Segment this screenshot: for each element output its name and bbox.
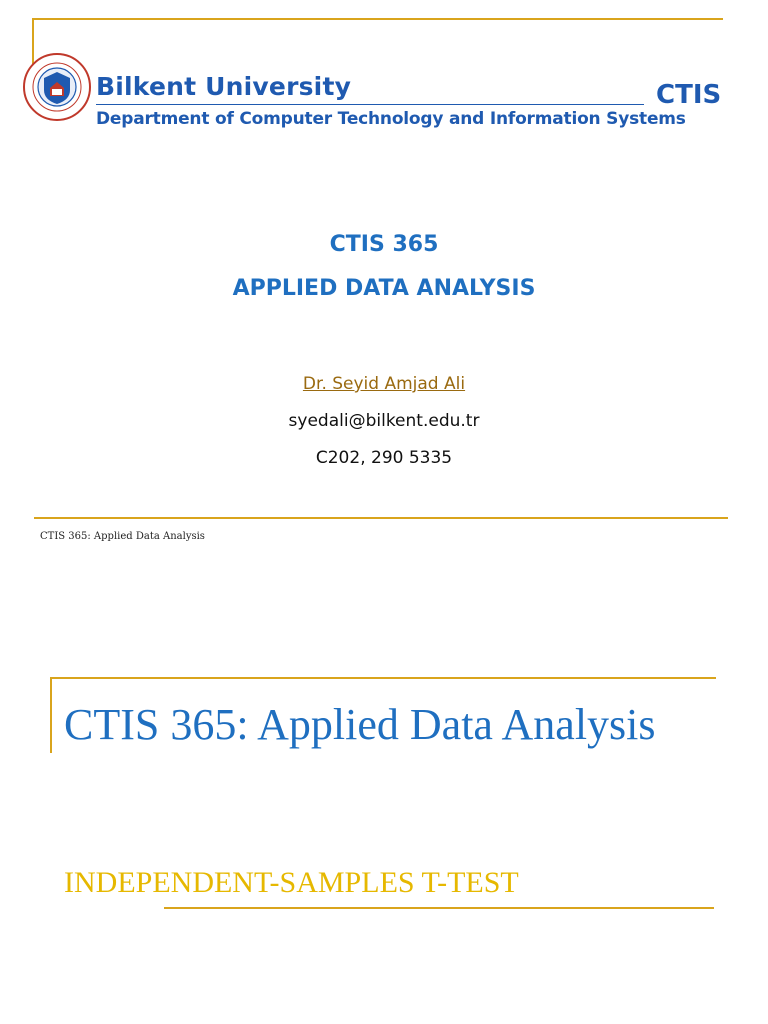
slide2-subtitle: INDEPENDENT-SAMPLES T-TEST xyxy=(64,866,519,899)
slide2-title: CTIS 365: Applied Data Analysis xyxy=(64,700,656,749)
slide2-left-rule xyxy=(50,677,52,753)
slide2-bottom-rule xyxy=(164,907,714,909)
bilkent-seal-icon xyxy=(22,52,92,122)
course-code: CTIS 365 xyxy=(329,232,439,257)
instructor-email: syedali@bilkent.edu.tr xyxy=(288,411,480,431)
instructor-link[interactable]: Dr. Seyid Amjad Ali xyxy=(302,374,466,394)
slide1-bottom-rule xyxy=(34,517,728,519)
slide2-top-rule xyxy=(50,677,716,679)
header-underline xyxy=(96,104,644,105)
ctis-logo: CTIS xyxy=(656,80,722,110)
department-name: Department of Computer Technology and Information Systems xyxy=(96,109,686,129)
slide-footer: CTIS 365: Applied Data Analysis xyxy=(40,531,205,542)
instructor-office: C202, 290 5335 xyxy=(315,448,453,468)
course-title: APPLIED DATA ANALYSIS xyxy=(232,276,536,301)
slide1-top-rule xyxy=(32,18,723,20)
university-name: Bilkent University xyxy=(96,72,352,101)
